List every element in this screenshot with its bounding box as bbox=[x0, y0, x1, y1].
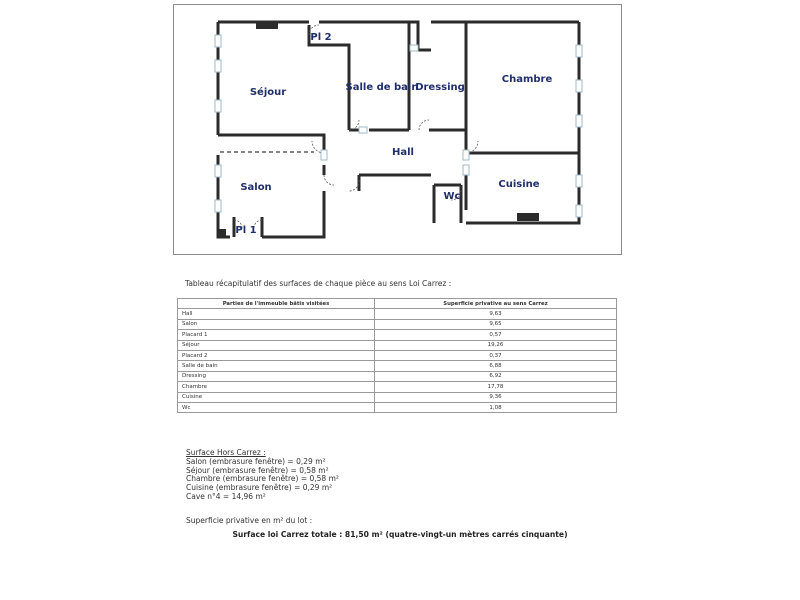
room-label-salon: Salon bbox=[240, 182, 272, 193]
table-row bbox=[178, 330, 617, 340]
room-name: Salle de bain bbox=[178, 361, 375, 371]
room-name: Séjour bbox=[178, 340, 375, 350]
room-label-cuisine: Cuisine bbox=[498, 179, 540, 190]
room-surface: 0,57 bbox=[375, 330, 617, 340]
table-header-row bbox=[178, 299, 617, 309]
room-surface: 9,63 bbox=[375, 309, 617, 319]
room-label-pl2: Pl 2 bbox=[310, 32, 332, 43]
table-caption: Tableau récapitulatif des surfaces de chaque pièce au sens Loi Carrez : bbox=[185, 279, 452, 288]
room-surface: 0,37 bbox=[375, 350, 617, 360]
room-surface: 17,78 bbox=[375, 382, 617, 392]
radiator bbox=[517, 213, 539, 221]
floor-plan-frame bbox=[173, 4, 622, 255]
room-name: Chambre bbox=[178, 382, 375, 392]
floor-plan bbox=[174, 5, 621, 254]
table-row bbox=[178, 371, 617, 381]
table-row bbox=[178, 392, 617, 402]
room-name: Hall bbox=[178, 309, 375, 319]
table-row bbox=[178, 361, 617, 371]
room-surface: 1,08 bbox=[375, 402, 617, 412]
room-surface: 9,36 bbox=[375, 392, 617, 402]
room-name: Placard 1 bbox=[178, 330, 375, 340]
radiator bbox=[256, 23, 278, 29]
table-row bbox=[178, 350, 617, 360]
room-label-salle-de-bain: Salle de bain bbox=[345, 82, 419, 93]
room-label-chambre: Chambre bbox=[501, 74, 553, 85]
table-row bbox=[178, 309, 617, 319]
hors-carrez-section bbox=[186, 449, 339, 502]
room-surface: 9,65 bbox=[375, 319, 617, 329]
room-name: Wc bbox=[178, 402, 375, 412]
hors-carrez-line: Cuisine (embrasure fenêtre) = 0,29 m² bbox=[186, 483, 333, 493]
room-label-pl1: Pl 1 bbox=[235, 225, 257, 236]
room-surface: 6,88 bbox=[375, 361, 617, 371]
hors-carrez-title: Surface Hors Carrez : bbox=[186, 448, 266, 457]
room-label-hall: Hall bbox=[392, 147, 414, 158]
column-header: Superficie privative au sens Carrez bbox=[375, 299, 617, 309]
hors-carrez-line: Chambre (embrasure fenêtre) = 0,58 m² bbox=[186, 474, 339, 484]
column-header: Parties de l'immeuble bâtis visitées bbox=[178, 299, 375, 309]
walls bbox=[218, 22, 579, 237]
room-label-dressing: Dressing bbox=[415, 82, 465, 93]
hors-carrez-line: Séjour (embrasure fenêtre) = 0,58 m² bbox=[186, 465, 329, 475]
radiator bbox=[218, 229, 226, 237]
hors-carrez-line: Cave n°4 = 14,96 m² bbox=[186, 491, 266, 501]
room-surface: 6,92 bbox=[375, 371, 617, 381]
room-label-sejour: Séjour bbox=[249, 87, 287, 98]
door-swings bbox=[234, 25, 478, 228]
table-row bbox=[178, 382, 617, 392]
room-name: Placard 2 bbox=[178, 350, 375, 360]
room-name: Cuisine bbox=[178, 392, 375, 402]
table-row bbox=[178, 402, 617, 412]
table-row bbox=[178, 319, 617, 329]
room-name: Salon bbox=[178, 319, 375, 329]
surface-table bbox=[177, 298, 617, 413]
lot-surface-label: Superficie privative en m² du lot : bbox=[186, 516, 313, 525]
room-label-wc: Wc bbox=[443, 191, 461, 202]
table-row bbox=[178, 340, 617, 350]
room-name: Dressing bbox=[178, 371, 375, 381]
room-surface: 19,26 bbox=[375, 340, 617, 350]
total-carrez-surface: Surface loi Carrez totale : 81,50 m² (quatre-vingt-un mètres carrés cinquante) bbox=[232, 530, 568, 539]
hors-carrez-line: Salon (embrasure fenêtre) = 0,29 m² bbox=[186, 456, 326, 466]
